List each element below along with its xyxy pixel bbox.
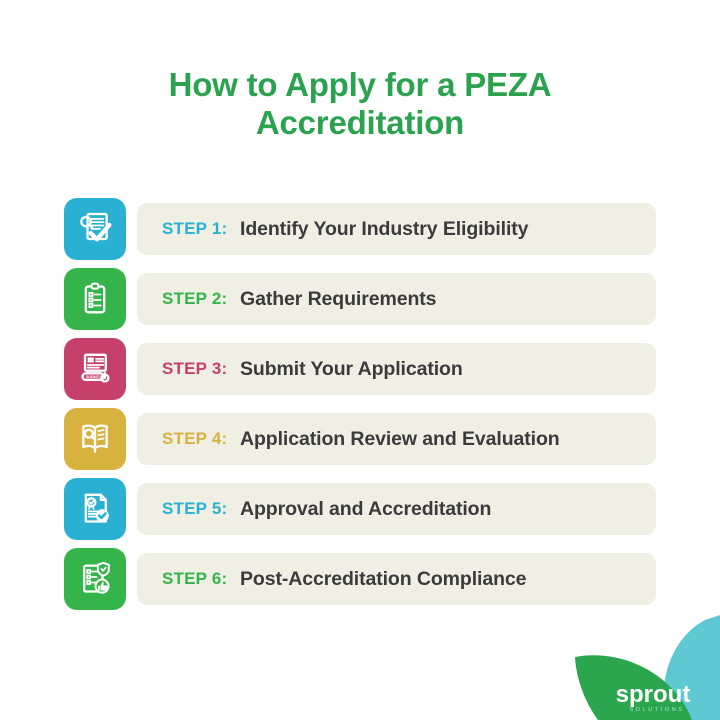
sprout-solutions-text: SOLUTIONS: [629, 707, 685, 713]
step-bar: [137, 343, 656, 395]
svg-text:SUBMIT: SUBMIT: [85, 375, 101, 379]
approved-document-icon: [64, 478, 126, 540]
sprout-logo: [545, 615, 720, 720]
step-label: STEP 3:: [162, 359, 228, 378]
step-label: STEP 2:: [162, 289, 228, 308]
page-title: [0, 66, 720, 142]
compliance-checklist-icon: [64, 548, 126, 610]
step-bar: [137, 273, 656, 325]
step-bar: [137, 203, 656, 255]
step-row-1: [64, 198, 656, 260]
step-row-5: [64, 478, 656, 540]
step-bar: [137, 483, 656, 535]
sprout-wordmark: sprout: [615, 681, 691, 708]
step-title: Submit Your Application: [240, 357, 463, 380]
step-label: STEP 6:: [162, 569, 228, 588]
step-row-3: [64, 338, 656, 400]
step-bar: [137, 413, 656, 465]
step-label: STEP 4:: [162, 429, 228, 448]
document-search-check-icon: [64, 198, 126, 260]
step-title: Application Review and Evaluation: [240, 427, 560, 450]
step-label: STEP 1:: [162, 219, 228, 238]
step-title: Gather Requirements: [240, 287, 437, 310]
step-bar: [137, 553, 656, 605]
page-title-text: How to Apply for a PEZA Accreditation: [168, 66, 552, 141]
submit-form-icon: [64, 338, 126, 400]
step-title: Identify Your Industry Eligibility: [240, 217, 529, 240]
step-title: Approval and Accreditation: [240, 497, 492, 520]
step-row-4: [64, 408, 656, 470]
step-label: STEP 5:: [162, 499, 228, 518]
book-review-icon: [64, 408, 126, 470]
clipboard-checklist-icon: [64, 268, 126, 330]
steps-list: [64, 198, 656, 610]
step-row-2: [64, 268, 656, 330]
step-row-6: [64, 548, 656, 610]
step-title: Post-Accreditation Compliance: [240, 567, 527, 590]
